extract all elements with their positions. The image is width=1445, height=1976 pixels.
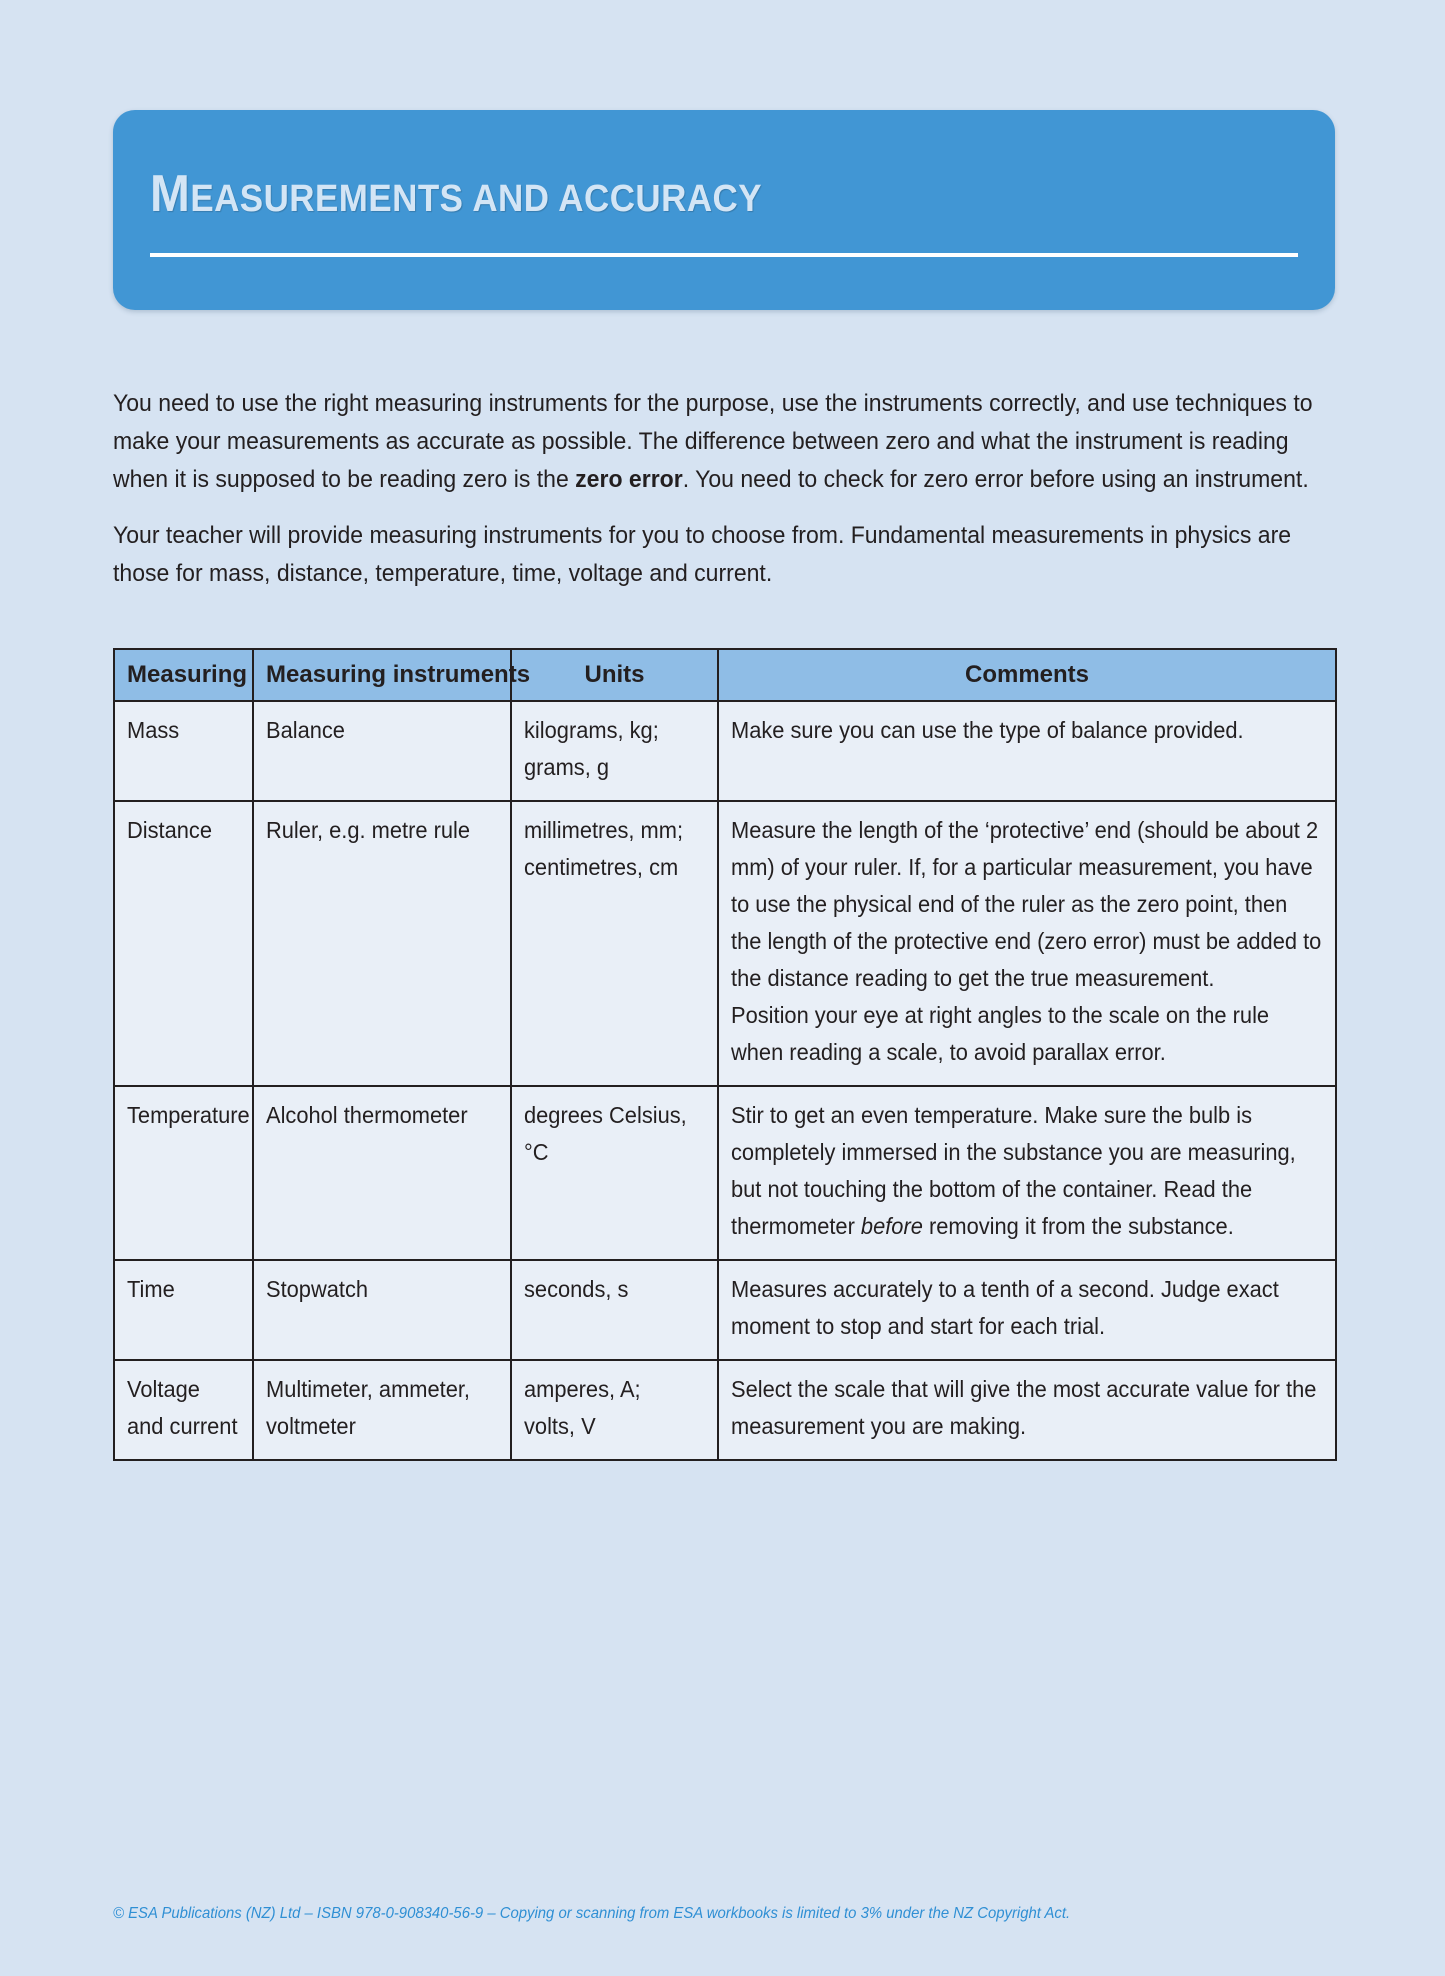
table-head	[114, 649, 1336, 701]
comment-part-a: Stir to get an even temperature. Make sure the bulb is completely immersed in the substance you are measuring, but not touching the bottom of the container. Read the thermometer	[731, 1102, 1296, 1239]
cell-units	[511, 701, 718, 801]
cell-text: Time	[127, 1276, 175, 1302]
table-row	[114, 1086, 1336, 1260]
cell-text: Balance	[266, 717, 345, 743]
cell-text: Stopwatch	[266, 1276, 369, 1302]
comment-part-b: removing it from the substance.	[922, 1213, 1234, 1239]
cell-instruments	[253, 1360, 511, 1460]
cell-comments	[718, 1086, 1336, 1260]
cell-units	[511, 801, 718, 1086]
table-header-row	[114, 649, 1336, 701]
cell-text: Alcohol thermometer	[266, 1102, 468, 1128]
cell-text: Multimeter, ammeter, voltmeter	[266, 1376, 470, 1439]
cell-comments	[718, 1360, 1336, 1460]
column-header-measuring: Measuring	[114, 649, 253, 701]
page-header-banner	[113, 110, 1335, 310]
cell-units	[511, 1260, 718, 1360]
intro-paragraph-1-part-b: . You need to check for zero error before using an instrument.	[682, 466, 1309, 493]
cell-instruments	[253, 1086, 511, 1260]
cell-text	[731, 1097, 1322, 1245]
intro-paragraph-1	[113, 385, 1327, 499]
cell-instruments	[253, 1260, 511, 1360]
measuring-instruments-table-wrapper	[113, 648, 1335, 1461]
cell-text: Temperature	[127, 1102, 250, 1128]
intro-paragraph-2: Your teacher will provide measuring instruments for you to choose from. Fundamental measurements in physics are those for mass, distance, temperature, time, voltage and current.	[113, 522, 1292, 587]
intro-text-block	[113, 385, 1328, 611]
page-title	[150, 165, 763, 223]
table-row	[114, 801, 1336, 1086]
cell-text: seconds, s	[524, 1276, 629, 1302]
cell-measuring	[114, 1360, 253, 1460]
table-row	[114, 701, 1336, 801]
cell-measuring	[114, 701, 253, 801]
cell-text: degrees Celsius, °C	[524, 1102, 687, 1165]
cell-text: Measures accurately to a tenth of a second. Judge exact moment to stop and start for each trial.	[731, 1276, 1279, 1339]
zero-error-term: zero error	[575, 466, 683, 493]
cell-text: Voltage and current	[127, 1376, 238, 1439]
cell-text: kilograms, kg; grams, g	[524, 717, 659, 780]
measuring-instruments-table	[113, 648, 1337, 1461]
cell-text: Make sure you can use the type of balance provided.	[731, 717, 1244, 743]
cell-text: Select the scale that will give the most accurate value for the measurement you are making.	[731, 1376, 1317, 1439]
cell-text: Mass	[127, 717, 180, 743]
page-title-rest: EASUREMENTS AND ACCURACY	[190, 178, 763, 220]
cell-text: Ruler, e.g. metre rule	[266, 817, 471, 843]
copyright-footer: © ESA Publications (NZ) Ltd – ISBN 978-0-908340-56-9 – Copying or scanning from ESA workbooks is limited to 3% under the NZ Copyright Act.	[113, 1905, 1071, 1922]
cell-instruments	[253, 701, 511, 801]
column-header-comments: Comments	[718, 649, 1336, 701]
cell-comments	[718, 801, 1336, 1086]
cell-text: Measure the length of the ‘protective’ end (should be about 2 mm) of your ruler. If, for a particular measurement, you have to use the physical end of the ruler as the zero point, then the length of the protective end (zero error) must be added to the distance reading to get the true measurement. Position your eye at right angles to the scale on the rule when reading a scale, to avoid parallax error.	[731, 817, 1322, 1065]
table-row	[114, 1260, 1336, 1360]
page-title-initial: M	[150, 165, 191, 223]
intro-paragraph-1-part-a: You need to use the right measuring instruments for the purpose, use the instruments correctly, and use techniques to make your measurements as accurate as possible. The difference between zero and what the instrument is reading when it is supposed to be reading zero is the	[113, 390, 1313, 493]
table-body	[114, 701, 1336, 1460]
cell-comments	[718, 701, 1336, 801]
cell-text: Distance	[127, 817, 213, 843]
column-header-instruments: Measuring instruments	[253, 649, 511, 701]
cell-instruments	[253, 801, 511, 1086]
cell-text: millimetres, mm; centimetres, cm	[524, 817, 684, 880]
cell-measuring	[114, 1086, 253, 1260]
cell-text: amperes, A; volts, V	[524, 1376, 641, 1439]
cell-units	[511, 1086, 718, 1260]
before-emphasis: before	[860, 1213, 923, 1239]
cell-measuring	[114, 801, 253, 1086]
header-divider-rule	[150, 253, 1298, 257]
column-header-units: Units	[511, 649, 718, 701]
cell-measuring	[114, 1260, 253, 1360]
cell-units	[511, 1360, 718, 1460]
table-row	[114, 1360, 1336, 1460]
cell-comments	[718, 1260, 1336, 1360]
